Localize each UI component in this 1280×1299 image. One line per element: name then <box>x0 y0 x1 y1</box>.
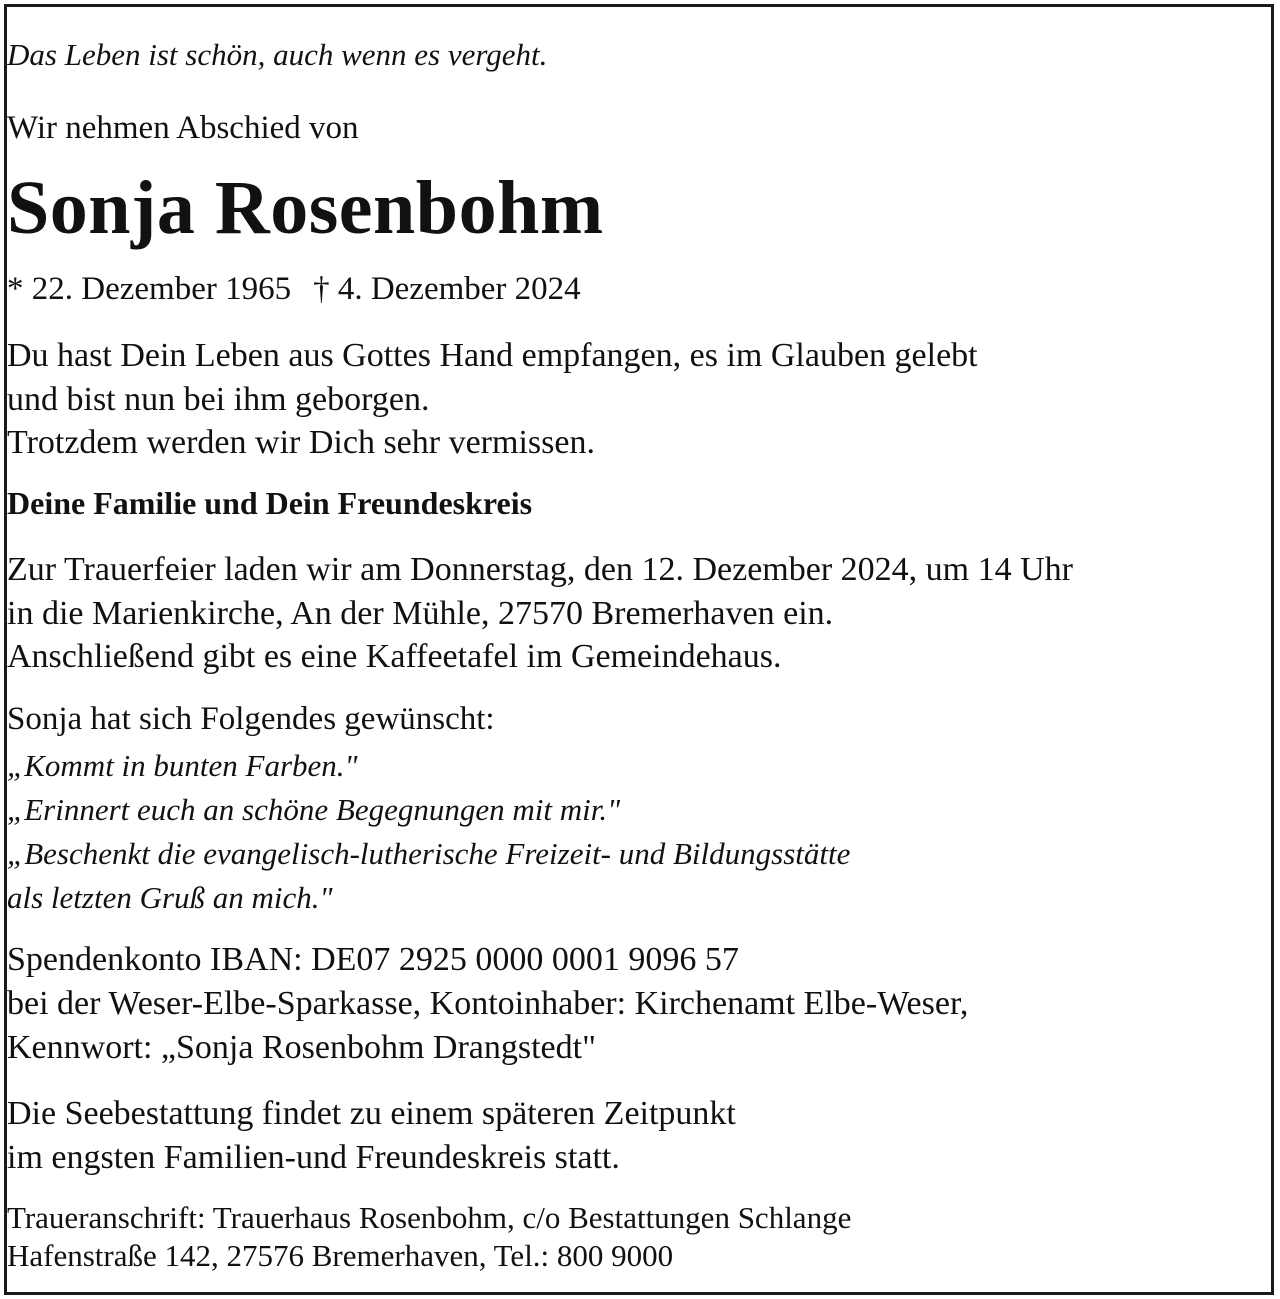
service-line: Anschließend gibt es eine Kaffeetafel im Gemeindehaus. <box>7 638 782 675</box>
motto <box>7 37 1271 73</box>
donation-info <box>7 938 1271 1070</box>
address-line: Hafenstraße 142, 27576 Bremerhaven, Tel.: 800 9000 <box>7 1238 674 1273</box>
service-line: Zur Trauerfeier laden wir am Donnerstag, den 12. Dezember 2024, um 14 Uhr <box>7 551 1073 588</box>
burial-line: Die Seebestattung findet zu einem späteren Zeitpunkt <box>7 1095 736 1132</box>
deceased-name <box>7 165 1271 252</box>
death-date: † 4. Dezember 2024 <box>313 271 581 307</box>
wish-line: „Beschenkt die evangelisch-lutherische Freizeit- und Bildungsstätte <box>7 836 851 871</box>
verse-line: Du hast Dein Leben aus Gottes Hand empfangen, es im Glauben gelebt <box>7 337 978 374</box>
intro-text: Wir nehmen Abschied von <box>7 110 359 146</box>
wish-line: „Kommt in bunten Farben." <box>7 748 358 783</box>
donation-line: bei der Weser-Elbe-Sparkasse, Kontoinhaber: Kirchenamt Elbe-Weser, <box>7 985 969 1022</box>
service-line: in die Marienkirche, An der Mühle, 27570 Bremerhaven ein. <box>7 594 834 632</box>
verse-line: Trotzdem werden wir Dich sehr vermissen. <box>7 424 595 461</box>
verse-line: und bist nun bei ihm geborgen. <box>7 380 430 418</box>
obituary-notice <box>4 4 1274 1295</box>
wish-line: als letzten Gruß an mich." <box>7 880 333 915</box>
wishes-heading <box>7 701 1271 738</box>
life-dates <box>7 271 1271 308</box>
address-line: Traueranschrift: Trauerhaus Rosenbohm, c/o Bestattungen Schlange <box>7 1200 852 1235</box>
burial-info <box>7 1092 1271 1180</box>
mourning-address <box>7 1199 1271 1275</box>
birth-date: * 22. Dezember 1965 <box>7 271 292 307</box>
service-info <box>7 548 1271 679</box>
donation-line: Kennwort: „Sonja Rosenbohm Drangstedt" <box>7 1029 596 1066</box>
family-signature-text: Deine Familie und Dein Freundeskreis <box>7 485 533 521</box>
burial-line: im engsten Familien-und Freundeskreis statt. <box>7 1139 620 1176</box>
wishes-list <box>7 744 1271 920</box>
intro <box>7 110 1271 147</box>
deceased-name-text: Sonja Rosenbohm <box>7 166 604 250</box>
motto-text: Das Leben ist schön, auch wenn es vergeht. <box>7 37 548 72</box>
wishes-heading-text: Sonja hat sich Folgendes gewünscht: <box>7 701 495 737</box>
family-signature <box>7 485 1271 522</box>
donation-line: Spendenkonto IBAN: DE07 2925 0000 0001 9096 57 <box>7 941 739 978</box>
verse <box>7 334 1271 465</box>
wish-line: „Erinnert euch an schöne Begegnungen mit mir." <box>7 792 621 827</box>
